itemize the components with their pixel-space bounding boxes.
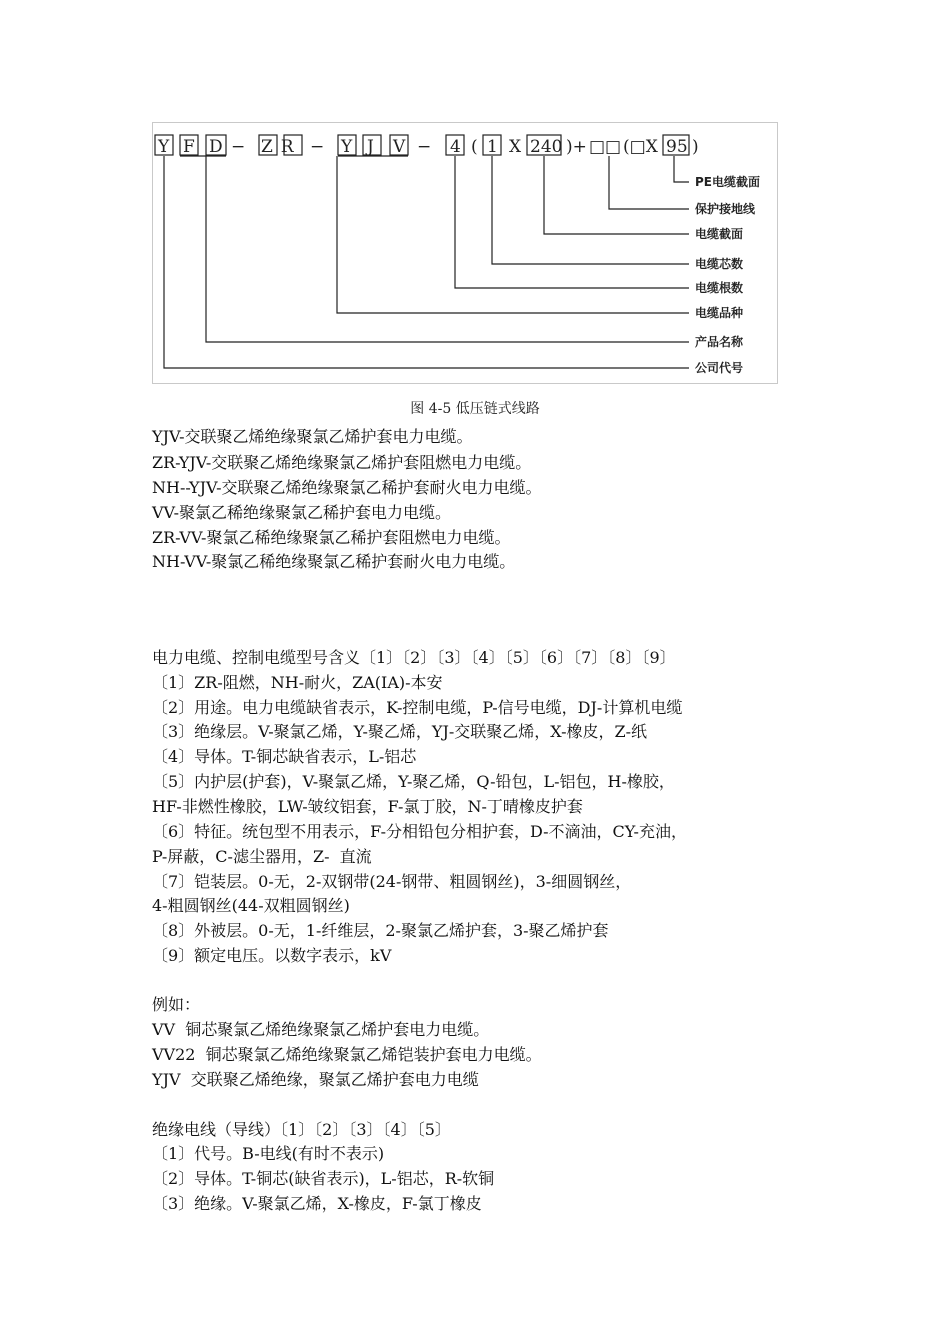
text-line: 〔6〕特征。统包型不用表示，F-分相铅包分相护套，D-不滴油，CY-充油， (152, 822, 687, 841)
label-product: 产品名称 (695, 335, 744, 349)
text-line: ZR-YJV-交联聚乙烯绝缘聚氯乙烯护套阻燃电力电缆。 (152, 453, 532, 472)
label-company: 公司代号 (695, 361, 744, 375)
figure-caption: 图 4-5 低压链式线路 (410, 401, 540, 417)
code-close-plus: )+ (566, 137, 587, 157)
code-dash-1: − (231, 137, 246, 157)
text-line: YJV 交联聚乙烯绝缘，聚氯乙烯护套电力电缆 (152, 1070, 479, 1089)
text-line: 〔1〕代号。B-电线(有时不表示) (152, 1144, 385, 1163)
code-close-paren: ) (692, 137, 699, 157)
label-ground: 保护接地线 (695, 202, 756, 216)
leader-count (455, 156, 689, 288)
diagram-svg (153, 123, 777, 383)
text-line: HF-非燃性橡胶，LW-皱纹铝套，F-氯丁胶，N-丁晴橡皮护套 (152, 797, 583, 816)
code-4: 4 (450, 137, 461, 157)
label-count: 电缆根数 (695, 281, 744, 295)
code-240: 240 (530, 137, 563, 157)
text-line: 〔3〕绝缘层。V-聚氯乙烯，Y-聚乙烯，YJ-交联聚乙烯，X-橡皮，Z-纸 (152, 722, 648, 741)
leader-pe (674, 156, 689, 182)
label-variety: 电缆品种 (695, 306, 744, 320)
text-line: YJV-交联聚乙烯绝缘聚氯乙烯护套电力电缆。 (152, 427, 473, 446)
text-line: 4-粗圆钢丝(44-双粗圆钢丝) (152, 896, 350, 915)
code-y1: Y (158, 137, 170, 157)
code-x: X (509, 137, 522, 157)
text-line: 〔2〕导体。T-铜芯(缺省表示)，L-铝芯，R-软铜 (152, 1169, 495, 1188)
text-line: P-屏蔽，C-滤尘器用，Z- 直流 (152, 847, 372, 866)
code-j: J (367, 137, 374, 157)
code-d: D (209, 137, 223, 157)
leader-product (206, 156, 689, 342)
leader-section (544, 156, 689, 234)
section-heading: 电力电缆、控制电缆型号含义〔1〕〔2〕〔3〕〔4〕〔5〕〔6〕〔7〕〔8〕〔9〕 (152, 648, 676, 667)
code-dash-3: − (417, 137, 432, 157)
code-v: V (393, 137, 406, 157)
text-line: 〔7〕铠装层。0-无，2-双钢带(24-钢带、粗圆钢丝)，3-细圆钢丝， (152, 872, 632, 891)
code-y2: Y (341, 137, 353, 157)
text-line: 〔5〕内护层(护套)，V-聚氯乙烯，Y-聚乙烯，Q-铅包，L-铝包，H-橡胶， (152, 772, 675, 791)
code-empty-boxes: □□ (589, 137, 622, 157)
code-dash-2: − (310, 137, 325, 157)
section-heading: 绝缘电线（导线）〔1〕〔2〕〔3〕〔4〕〔5〕 (152, 1120, 451, 1139)
text-line: 〔4〕导体。T-铜芯缺省表示，L-铝芯 (152, 747, 417, 766)
code-open-paren: ( (471, 137, 478, 157)
code-open-x: (□X (623, 137, 658, 157)
label-cores: 电缆芯数 (695, 257, 744, 271)
code-1: 1 (487, 137, 498, 157)
text-line: VV-聚氯乙稀绝缘聚氯乙稀护套电力电缆。 (152, 503, 452, 522)
code-f: F (183, 137, 195, 157)
leader-company (164, 156, 689, 368)
label-pe-section: PE电缆截面 (695, 175, 760, 189)
text-line: 〔3〕绝缘。V-聚氯乙烯，X-橡皮，F-氯丁橡皮 (152, 1194, 482, 1213)
section-heading: 例如： (152, 995, 201, 1014)
text-line: ZR-VV-聚氯乙稀绝缘聚氯乙稀护套阻燃电力电缆。 (152, 528, 511, 547)
text-line: NH-VV-聚氯乙稀绝缘聚氯乙稀护套耐火电力电缆。 (152, 552, 516, 571)
text-line: VV22 铜芯聚氯乙烯绝缘聚氯乙烯铠装护套电力电缆。 (152, 1045, 542, 1064)
cable-code-diagram (152, 122, 778, 384)
text-line: 〔9〕额定电压。以数字表示，kV (152, 946, 392, 965)
code-zr: ZR (261, 137, 302, 157)
text-line: 〔8〕外被层。0-无，1-纤维层，2-聚氯乙烯护套，3-聚乙烯护套 (152, 921, 609, 940)
text-line: VV 铜芯聚氯乙烯绝缘聚氯乙烯护套电力电缆。 (152, 1020, 490, 1039)
leader-cores (492, 156, 689, 264)
text-line: 〔1〕ZR-阻燃，NH-耐火，ZA(IA)-本安 (152, 673, 443, 692)
label-section: 电缆截面 (695, 227, 744, 241)
code-95: 95 (666, 137, 688, 157)
text-line: 〔2〕用途。电力电缆缺省表示，K-控制电缆，P-信号电缆，DJ-计算机电缆 (152, 698, 683, 717)
text-line: NH--YJV-交联聚乙烯绝缘聚氯乙稀护套耐火电力电缆。 (152, 478, 542, 497)
